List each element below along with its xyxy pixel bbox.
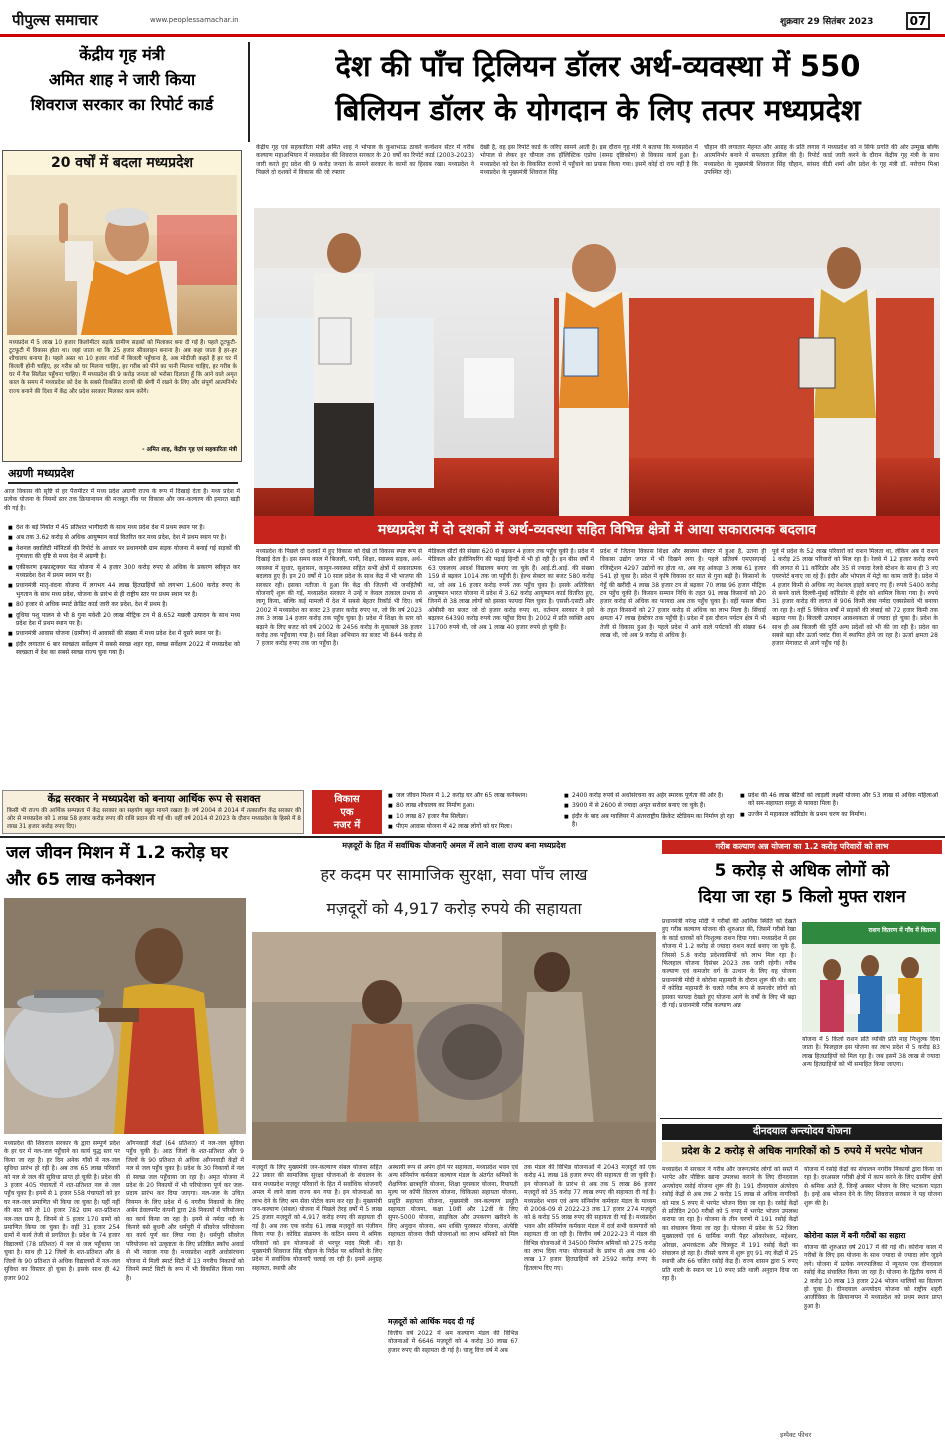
vikas-label-1: विकास [334,794,360,805]
main-headline-line1: देश की पाँच ट्रिलियन डॉलर अर्थ-व्यवस्था में 550 [335,49,861,83]
ration-headline-1: 5 करोड़ से अधिक लोगों को [714,861,890,881]
masthead-date: शुक्रवार 29 सितंबर 2023 [780,17,874,27]
amit-shah-photo [7,175,237,335]
list-item: ■ अब तक 3.62 करोड़ से अधिक आयुष्मान कार्ड वितरित कर मध्य प्रदेश, देश में प्रथम स्थान पर है। [8,534,240,542]
labour-column-3: तक मंडल की विभिन्न योजनाओं में 2043 मज़दूरों को एक करोड़ 41 लाख 18 हजार रुपए की सहायता दी जा चुकी है। इन योजनाओं के प्रारंभ से अब तक 5 लाख 86 हजार मज़दूरों को 35 करोड़ 77 लाख रुपए की सहायता दी गई है। मध्यप्रदेश भवन एवं अन्य संनिर्माण कर्मकार मंडल के माध्यम से 2008-09 से 2022-23 तक 17 हजार 274 मज़दूरों को 8 करोड़ 55 लाख रुपए की सहायता दी गई है। मध्यप्रदेश भवन और संनिर्माण कर्मकार मंडल में दर्ज सभी कामगारों को सहायता दी जा रही है। वित्तीय वर्ष 2022-23 में मंडल की विभिन्न योजनाओं में 34500 निर्माण श्रमिकों को 275 करोड़ का लाभ दिया गया। योजनाओं के प्रारंभ से अब तक 40 लाख 17 हजार हितग्राहियों को 2592 करोड़ रुपए के हितलाभ दिए गए। [524,1164,656,1272]
vikas-label-box [312,790,382,834]
page-number: 07 [906,12,930,30]
deen-headline: प्रदेश के 2 करोड़ से अधिक नागरिकों को 5 रुपये में भरपेट भोजन [662,1142,942,1162]
body-column-2: मेडिकल सीटों की संख्या 620 से बढ़कर 4 हजार तक पहुँच चुकी है। प्रदेश में मेडिकल और इंजीनियरिंग की पढ़ाई हिन्दी में भी हो रही है। इन बीस वर्षों में 63 एकलव्य आदर्श विद्यालय बनाए जा चुके हैं। आई.टी.आई. की संख्या 159 से बढ़कर 1014 तक जा पहुँची है। हेल्थ सेक्टर का बजट 580 करोड़ था, जो अब 16 हजार करोड़ रुपये तक पहुँच चुका है। इसके अतिरिक्त आयुष्मान भारत योजना में प्रदेश में 3.62 करोड़ आयुष्मान कार्ड वितरित हुए, जिनमें से 38 लाख लोगों को इसका फायदा मिल चुका है। एससी-एसटी और ओबीसी का बजट जो दो हजार करोड़ रुपए था, वर्तमान सरकार ने इसे बढ़ाकर 64390 करोड़ रुपये तक पहुँचा दिया है। 2002 में प्रति व्यक्ति आय 11700 रुपये थी, जो अब 1 लाख 40 हजार रुपये हो चुकी है। [428,548,594,631]
section-banner [254,516,940,544]
list-item: ■ पीएम आवास योजना में 42 लाख लोगों को घर मिला। [388,823,558,831]
labour-column-2b: वित्तीय वर्ष 2022 में श्रम कल्याण मंडल की विभिन्न योजनाओं में 6646 मज़दूरों को 4 करोड़ 30 लाख 67 हजार रुपए की सहायता दी गई है। चालू वित्त वर्ष में अब [388,1330,518,1354]
deen-column-2: योजना में रसोई केंद्रों का संचालन नगरीय निकायों द्वारा किया जा रहा है। दरअसल गरीबी क्षेत्रों में काम करने के लिए ग्रामीण क्षेत्रों से श्रमिक आते हैं, जिन्हें अक्सर भोजन के लिए भटकना पड़ता है। इन्हें अब भोजन देने के लिए शिवराज सरकार ने यह योजना शुरू की है। [804,1166,942,1207]
labour-column-2: अस्थायी रूप से अपंग होने पर सहायता, मध्यप्रदेश भवन एवं अन्य संनिर्माण कर्मकार कल्याण मंडल के अंतर्गत श्रमिकों के शैक्षणिक छात्रवृत्ति योजना, शिक्षा पुरस्कार योजना, रियायती मूल्य पर कॉपी वितरण योजना, चिकित्सा सहायता योजना, प्रसूति सहायता योजना, मुख्यमंत्री जन-कल्याण प्रसूति सहायता योजना, कक्षा 10वीं और 12वीं के लिए सुपर-5000 योजना, साइकिल और उपकरण खरीदने के लिए अनुदान योजना, श्रम शक्ति पुरस्कार योजना, अंत्येष्टि सहायता योजना जैसी योजनाओं का लाभ श्रमिकों को मिल रहा है। [388,1164,518,1247]
list-item: ■ इंदौर के बाद अब ग्वालियर में अंतरराष्ट्रीय क्रिकेट स्टेडियम का निर्माण हो रहा है। [564,813,734,830]
central-support-body: किसी भी राज्य की आर्थिक सम्पन्नता में केंद्र सरकार का सहयोग बहुत मायने रखता है। वर्ष 2004 से 2014 में तत्कालीन केंद्र सरकार की ओर से मध्यप्रदेश को 1 लाख 58 हजार करोड़ रुपए की राशि प्रदान की गई थी। वहीं वर्ष 2014 से 2023 के दौरान मध्यप्रदेश के हिस्से में 8 लाख 31 हजार करोड़ रुपए दिए। [7,808,301,830]
labour-headline-1: हर कदम पर सामाजिक सुरक्षा, सवा पाँच लाख [320,865,588,884]
list-item: ■ उज्जैन में महाकाल कॉरिडोर के प्रथम चरण का निर्माण। [740,811,938,819]
ration-distribution-photo [802,922,940,1032]
deen-column-2b: योजना की शुरुआत वर्ष 2017 में की गई थी। कोरोना काल में गरीबों के लिए इस योजना के साथ ज्यादा से ज्यादा लोग जुड़ने लगे। योजना में प्रत्येक नगरपालिका में न्यूनतम एक दीनदयाल रसोई केंद्र संचालित किया जा रहा है। योजना के द्वितीय चरण में 2 करोड़ 10 लाख 13 हजार 224 भोजन थालियों का वितरण हो चुका है। दीनदयाल अन्त्योदय योजना को राष्ट्रीय शहरी आजीविका के क्रियान्वयन में मध्यप्रदेश को प्रथम स्थान प्राप्त हुआ है। [804,1244,942,1310]
list-item: ■ प्रधानमंत्री मातृ-वंदना योजना में लगभग 44 लाख हितग्राहियों को लगभग 1,600 करोड़ रुपए के भुगतान के साथ मध्य प्रदेश, योजना के प्रारंभ से ही राष्ट्रीय स्तर पर प्रथम स्थान पर है। [8,582,240,599]
labour-headline-2: मज़दूरों को 4,917 करोड़ रुपये की सहायता [326,899,582,918]
masthead [0,0,945,38]
vertical-divider [248,42,250,142]
woman-water-tap-photo [4,898,246,1134]
agrani-section [2,466,242,786]
body-column-3: प्रदेश में जितना विकास शिक्षा और स्वास्थ्य सेक्टर में हुआ है, उतना ही विकास उद्योग जगत में भी दिखने लगा है। पहले प्रतिवर्ष एमएसएमई रजिस्ट्रेशन 4297 उद्योगों का होता था, अब यह आंकड़ा 3 लाख 61 हजार 541 हो चुका है। प्रदेश में कृषि विकास दर सात से गुना बढ़ी है। किसानों के गेहूँ की खरीदी 4 लाख 38 हजार टन से बढ़कर 70 लाख 96 हजार मीट्रिक टन पहुँच चुकी है। किसान सम्मान निधि के तहत 91 लाख किसानों को 20 हजार करोड़ से अधिक का फायदा अब तक पहुँच चुका है। वहीं फसल बीमा के तहत किसानों को 27 हजार करोड़ से अधिक का लाभ मिला है। सिंचाई क्षमता 47 लाख हेक्टेयर तक पहुँची है। प्रदेश में इस दौरान पर्यटन क्षेत्र में भी तेजी से विकास हुआ है। पहले प्रदेश में आने वाले पर्यटकों की संख्या 64 लाख थी, जो अब 9 करोड़ से अधिक है। [600,548,766,640]
deendayal-section [660,1122,942,1412]
labour-column-1: मज़दूरों के लिए मुख्यमंत्री जन-कल्याण संबल योजना सहित 22 प्रकार की सामाजिक सुरक्षा योजनाओं के संचालन के साथ मध्यप्रदेश मज़दूर परिवारों के हित में सर्वाधिक योजनाएँ अमल में लाने वाला राज्य बन गया है। इन योजनाओं का लाभ देने के लिए श्रम सेवा पोर्टल काम कर रहा है। मुख्यमंत्री जन-कल्याण (संबल) योजना में पिछले तेरह वर्षों में 5 लाख 25 हजार मज़दूरों को 4,917 करोड़ रुपए की सहायता दी गई है। अब तक एक करोड़ 61 लाख मज़दूरों का पंजीयन किया गया है। कोविड संक्रमण के कठिन समय में श्रमिक परिवारों को इन योजनाओं से भरपूर मदद मिली थी। मुख्यमंत्री शिवराज सिंह चौहान के निर्देश पर श्रमिकों के लिए प्रदेश में सर्वाधिक योजनाएँ चलाई जा रही हैं। इनमें अनुग्रह सहायता, स्थायी और [252,1164,382,1272]
list-item: ■ एकीकरण इन्फ्रास्ट्रक्चर फंड योजना में 4 हजार 300 करोड़ रुपए से अधिक के प्रकरण स्वीकृत कर मध्यप्रदेश देश में प्रथम स्थान पर है। [8,564,240,581]
jal-headline: जल जीवन मिशन में 1.2 करोड़ घर और 65 लाख कनेक्शन [6,843,228,890]
deen-column-1: मध्यप्रदेश में सरकार ने गरीब और जरूरतमंद लोगों को सस्ते में भरपेट और पौष्टिक खाना उपलब्ध कराने के लिए दीनदयाल अन्त्योदय रसोई योजना शुरू की है। 191 दीनदयाल अंत्योदय रसोई केंद्रों से अब तक 2 करोड़ 15 लाख से अधिक नागरिकों को मात्र 5 रुपए में भरपेट भोजन दिया जा रहा है। रसोई केंद्रों से प्रतिदिन 200 गरीबों को 5 रुपए में भरपेट भोजन उपलब्ध कराया जा रहा है। योजना के तीन चरणों में 191 रसोई केंद्रों का संचालन किया जा रहा है। योजना में प्रदेश के 52 जिला मुख्यालयों एवं 6 धार्मिक नगरी पैहर ओंकारेश्वर, महेश्वर, ओरछा, अमरकंटक और चित्रकूट में 191 रसोई केंद्रों का संचालन हो रहा है। तीसरे चरण में शुरू हुए 91 नए केंद्रों में 25 स्थायी और 66 चलित रसोई केंद्र हैं। राज्य शासन द्वारा 5 रुपए प्रति थाली के स्थान पर 10 रुपए प्रति थाली अनुदान दिया जा रहा है। [662,1166,798,1283]
masthead-brand: पीपुल्स समाचार [12,11,98,29]
central-support-box [2,790,304,834]
box-20-body: मध्यप्रदेश में 5 लाख 10 हजार किलोमीटर सड़कें ग्रामीण सड़कों को मिलाकर बना दी गई हैं। पहले टूटफूटी-टूटफूटी में विकास होता था। जहां जाता था कि 25 हजार सीवलाइन बनाना है। अब कहा जाता है हर-हर शौचालय बनाया है। पहले अस्त था 10 हजार गांवों में बिजली पहुँचाना है, अब मोदीजी कहते हैं हर घर में बिजली होनी चाहिए, हर गरीब को घर मिलना चाहिए, हर गरीब को पीने का पानी मिलना चाहिए, हर गरीब के घर में गैस सिलेंडर पहुँचना चाहिए। मैं मध्यप्रदेश की 9 करोड़ जनता को भरोसा दिलाता हूँ कि आने वाले अमृत काल के समय में मध्यप्रदेश को देश के सबसे विकसित राज्यों की श्रेणी में रखने के लिए और संपूर्ण आत्मनिर्भर राज्य बनाने की दिशा में केंद्र और प्रदेश सरकार मिलकर काम करेंगे। [9,340,237,395]
ration-right-text: योजना में 5 किलो राशन प्रति व्यक्ति प्रति माह निःशुल्क दिया जाता है। फिलहाल इस योजना का लाभ प्रदेश में 5 करोड़ 83 लाख हितग्राहियों को मिल रहा है। जब इसमें 38 लाख से ज्यादा अन्य हितग्राहियों को भी समाहित किया जाएगा। [802,1036,940,1069]
main-headline-line2: बिलियन डॉलर के योगदान के लिए तत्पर मध्यप्रदेश [335,93,861,127]
box-20-title: 20 वर्षों में बदला मध्यप्रदेश [50,155,194,171]
vikas-list-2 [564,792,734,834]
list-item: ■ देश के बड़े निर्यात में 45 प्रतिशत भागीदारी के साथ मध्य प्रदेश देश में प्रथम स्थान पर है। [8,524,240,532]
agrani-intro: आज विकास की सृष्टि से हर पैरामीटर में मध्य प्रदेश अग्रणी राज्य के रूप में दिखाई देता है। मध्य प्रदेश में प्रत्येक योजना के नियमों स्तर तक क्रियान्वयन की मजबूत नींव पर विकास और जन-कल्याण की इमारत खड़ी की गई है। [4,488,240,512]
box-20-years [2,150,242,462]
construction-workers-photo [252,932,656,1160]
intro-column-2: देखी है, वह इस रिपोर्ट कार्ड के जरिए सामने आती है। इस दौरान गृह मंत्री ने बताया कि मध्यप्रदेश में भोपाल से लेकर हर चौपाल तक हॉलिस्टिक एप्रोच (समग्र दृष्टिकोण) से विकास कार्य हुआ है। मध्यप्रदेश को देश के विकसित राज्यों में पहुँचाने का प्रयास किया गया। इसमें कोई दो राय नहीं है कि मध्यप्रदेश के मुख्यमंत्री शिवराज सिंह [480,144,698,177]
jal-column-2: आँगनवाड़ी केंद्रों (64 प्रतिशत) में नल-जल सुविधा पहुँच चुकी है। आठ जिलों के शत-प्रतिशत और 9 जिलों के 90 प्रतिशत से अधिक आँगनवाड़ी केंद्रों में नल से जल पहुँच चुका है। प्रदेश के 30 निकायों में नल से स्वच्छ जल पहुँचाया जा रहा है। अमृत योजना में प्रदेश के 20 निकायों में भी परियोजना पूर्ण कर जल-प्रदाय प्रारंभ कर दिया जाएगा। नल-जल के उचित नियमन के लिए प्रदेश में 6 नगरीय निकायों के लिए अर्बन डेवलपमेंट कंपनी द्वारा 28 निकायों में परियोजना का कार्य किया जा रहा है। इनमें से नर्मदा नदी के किनारे बसे बुधनी और धर्मपुरी में सीवरेज परियोजना का कार्य पूर्ण कर लिया गया है। धर्मपुरी सीवरेज परियोजना को उत्कृष्टता के लिए प्रतिष्ठित स्कॉच अवार्ड से भी नवाजा गया है। मध्यप्रदेश शहरी अधोसंरचना योजना में मिली स्मार्ट सिटी में 13 नगरीय निकायों को जिनमें स्मार्ट सिटी के रूप में भी विकसित किया गया है। [126,1140,244,1282]
labour-kicker: मज़दूरों के हित में सर्वाधिक योजनाएँ अमल में लाने वाला राज्य बना मध्यप्रदेश [342,841,566,850]
deen-subhead: कोरोना काल में बनी गरीबों का सहारा [804,1231,906,1240]
labour-section [252,840,656,1410]
agrani-title: अग्रणी मध्यप्रदेश [8,466,238,484]
list-item: ■ जल जीवन मिशन में 1.2 करोड़ घर और 65 लाख कनेक्शन। [388,792,558,800]
list-item: ■ प्रधानमंत्री आवास योजना (ग्रामीण) में आवासों की संख्या में मध्य प्रदेश देश में दूसरे स्थान पर है। [8,630,240,638]
list-item: ■ 2400 करोड़ रुपये से अधोसंरचना का अहेर स्मारक पूर्णता की ओर है। [564,792,734,800]
list-item: ■ 80 लाख शौचालय का निर्माण हुआ। [388,802,558,810]
list-item: ■ 10 लाख 87 हजार गैस सिलेंडर। [388,813,558,821]
deen-kicker: दीनदयाल अन्त्योदय योजना [662,1124,942,1140]
main-headline [258,44,938,144]
box-20-signature: - अमित शाह, केंद्रीय गृह एवं सहकारिता मंत्री [142,447,237,453]
list-item: ■ इंदौर लगातार 6 बार स्वच्छता सर्वेक्षण में सबसे स्वच्छ शहर रहा, स्वच्छ सर्वेक्षण 2022 में मध्यप्रदेश को स्वच्छता में देश का सबसे स्वच्छ राज्य चुना गया है। [8,641,240,658]
left-top-line2: अमित शाह ने जारी किया [48,70,196,89]
ration-headline-2: दिया जा रहा 5 किलो मुफ्त राशन [698,887,906,907]
list-item: ■ नेशनल क्वालिटी मॉनिटर्स की रिपोर्ट के आधार पर प्रधानमंत्री ग्राम सड़क योजना में बनाई गई सड़कों की गुणवत्ता की दृष्टि से मध्य देश में अग्रणी है। [8,545,240,562]
intro-column-1: केंद्रीय गृह एवं सहकारिता मंत्री अमित शाह ने भोपाल के कुशाभाऊ ठाकरे कन्वेंशन सेंटर में गरीब कल्याण महाअभियान में मध्यप्रदेश की शिवराज सरकार के 20 वर्षों का रिपोर्ट कार्ड (2003-2023) जारी करते हुए प्रदेश की 9 करोड़ जनता के सामने सरकार के कामों का हिसाब रखा। मध्यप्रदेश ने पिछले दो दशकों में विकास की जो रफ्तार [256,144,474,177]
agrani-list [8,524,240,786]
intro-column-3: चौहान की लगातार मेहनत और आग्रह के प्रति लगाव ने मध्यप्रदेश को न सिर्फ प्रगति की ओर उन्मुख बल्कि आत्मनिर्भर बनाने में सफलता हासिल की है। रिपोर्ट कार्ड जारी करने के दौरान केंद्रीय गृह मंत्री के साथ मध्यप्रदेश के मुख्यमंत्री शिवराज सिंह चौहान, सांसद वीडी शर्मा और प्रदेश के गृह मंत्री डॉ. नरोत्तम मिश्रा उपस्थित रहे। [704,144,939,177]
left-top-line3: शिवराज सरकार का रिपोर्ट कार्ड [30,95,214,114]
jal-column-1: मध्यप्रदेश की शिवराज सरकार के द्वारा सम्पूर्ण प्रदेश के हर घर में नल-जल पहुँचाने का कार्य युद्ध स्तर पर किया जा रहा है। हर दिन अनेक गाँवों में नल-जल सुविधा प्रारंभ हो रही है। अब तक 65 लाख परिवारों को नल से जल की सुविधा प्राप्त हो चुकी है। प्रदेश की 3 हजार 405 पंचायतों में शत-प्रतिशत नल से जल पहुँच चुका है। इनमें से 1 हजार 558 पंचायतों को हर घर नल-जल प्रमाणित भी किया जा चुका है। यहीं नहीं की बात करें तो 10 हजार 782 ग्राम शत-प्रतिशत नल-जल ग्राम हैं, जिनमें से 5 हजार 170 ग्रामों को प्रमाणित किया जा चुका है। वहीं 31 हजार 254 ग्रामों में कार्य तेजी से प्रगतिरत है। प्रदेश के 74 हजार विद्यालयों (78 प्रतिशत) में नल से जल पहुँचाया जा चुका है। साथ ही 12 जिलों के शत-प्रतिशत और 8 जिलों के 90 प्रतिशत से अधिक विद्यालयों में नल-जल सुविधा का विस्तार हो चुका है। इसके साथ ही 42 हजार 902 [4,1140,120,1282]
list-item: ■ प्रदेश की 46 लाख बेटियों को लाड़ली लक्ष्मी योजना और 53 लाख से अधिक महिलाओं को सम-सहायता समूह से फायदा मिला है। [740,792,938,809]
list-item: ■ 80 हजार से अधिक स्मार्ट क्रेडिट कार्ड जारी कर प्रदेश, देश में प्रथम है। [8,601,240,609]
list-item: ■ 3900 में से 2600 से ज्यादा अमृत सरोवर बनाए जा चुके हैं। [564,802,734,810]
main-event-photo [254,208,940,516]
jal-jivan-section [2,840,248,1410]
central-support-title: केंद्र सरकार ने मध्यप्रदेश को बनाया आर्थिक रूप से सशक्त [47,794,261,805]
vikas-list-3 [740,792,938,834]
footer-impact-feature: इम्पैक्ट फीचर [780,1431,812,1439]
banner-text: मध्यप्रदेश में दो दशकों में अर्थ-व्यवस्था सहित विभिन्न क्षेत्रों में आया सकारात्मक बदलाव [378,522,816,538]
list-item: ■ दूधिया पशु पालन से भी 8 गुना मवेशी 20 लाख मीट्रिक टन में 8.652 मछली उत्पादन के साथ मध्य प्रदेश देश में प्रथम स्थान पर है। [8,612,240,629]
ration-photo-caption: राशन वितरण में गाँव में वितरण [868,927,936,934]
labour-subhead: मज़दूरों को आर्थिक मदद दी गई [388,1317,475,1326]
ration-kicker: गरीब कल्याण अन्न योजना का 1.2 करोड़ परिवारों को लाभ [662,840,942,854]
masthead-url: www.peoplessamachar.in [150,16,239,24]
masthead-rule [0,34,945,37]
body-column-1: मध्यप्रदेश के पिछले दो दशकों में हुए विकास को देखें तो विकास स्पष्ट रूप से दिखाई देता है। इस समय काल में बिजली, पानी, शिक्षा, स्वास्थ्य सड़क, अर्थ-व्यवस्था में सुधार, सुशासन, कानून-व्यवस्था सहित सभी क्षेत्रों में सकारात्मक बदलाव हुए हैं। इन 20 वर्षों में 10 साल प्रदेश के साथ केंद्र में भी भाजपा की सरकार रही। इसका नतीजा ये हुआ कि केंद्र की जितनी भी जनहितैषी योजनाएँ शुरू की गईं, मध्यप्रदेश सरकार ने उन्हें न केवल तत्काल प्रभाव से लागू किया, बल्कि कई मामलों में देश में सबसे बेहतर रिकॉर्ड भी दिए। वर्ष 2002 में मध्यप्रदेश का बजट 23 हजार करोड़ रुपए था, जो कि वर्ष 2023 तक 3 लाख 14 हजार करोड़ तक पहुँच चुका है। प्रदेश में शिक्षा के स्तर को बढ़ाने के लिए बजट को वर्ष 2002 के 2456 करोड़ के मुकाबले 38 हजार करोड़ तक पहुँचाया गया है। सर्व शिक्षा अभियान का बजट भी 844 करोड़ से 7 हजार करोड़ रुपए तक जा पहुँचा है। [256,548,422,648]
left-top-headline [2,42,242,142]
ration-body: प्रधानमंत्री नरेन्द्र मोदी ने गरीबों की आर्थिक स्थिति को देखते हुए गरीब कल्याण योजना की शुरुआत की, जिसमें गरीबों रेखा के कार्ड धारकों को निःशुल्क राशन दिया गया। मध्यप्रदेश में इस योजना में 1.2 करोड़ से ज्यादा राशन कार्ड बनाए जा चुके हैं, जिससे 5.8 करोड़ प्रदेशवासियों को लाभ मिल रहा है। फिलहाल योजना दिसंबर 2023 तक जारी रहेगी। गरीब कल्याण एवं कमजोर वर्ग के उत्थान के लिए यह योजना प्रधानमंत्री मोदी ने कोरोना महामारी के दौरान शुरू की थी। बाद में कोविड महामारी के चलते गरीब रूप से कमजोर लोगों को इसका फायदा देखते हुए योजना आगे के वर्षों के लिए भी बढ़ा दी गई। प्रधानमंत्री गरीब कल्याण अन्न [662,918,796,1010]
left-top-line1: केंद्रीय गृह मंत्री [79,45,165,64]
body-column-4: पूर्व में प्रदेश के 52 लाख परिवारों को राशन मिलता था, लेकिन अब ये राशन 1 करोड़ 25 लाख परिवारों को मिल रहा है। रेलवे में 12 हजार करोड़ रुपये की लागत से 11 कॉरिडोर और 35 से ज्यादा रेलवे स्टेशन के साथ ही 3 नए एयरपोर्ट बनाए जा रहे हैं। इंदौर और भोपाल में मेट्रो का काम जारी है। प्रदेश में 4 हजार किमी से अधिक नए नेशनल हाइवे बनाए गए हैं। रुपये 5400 करोड़ से बनने वाले दिल्ली-मुंबई कॉरिडोर में इंदौर को शामिल किया गया है। रुपये 31 हजार करोड़ की लागत से 906 किमी लंबा नर्मदा एक्सप्रेसवे भी बनाया जा रहा है। वहीं 5 लिंकेज वर्षों में सड़कों की लंबाई को 72 हजार किमी तक बढ़ाया गया है। बिजली उत्पादन आवश्यकता से ज्यादा हो चुका है। प्रदेश के साथ ही अब बिजली की पूर्ति अन्य प्रदेशों को भी की जा रही है। प्रदेश का सबसे बड़ा सौर ऊर्जा प्लांट रीवा में स्थापित होने जा रहा है। ऊर्जा क्षमता 28 हजार मेगावाट से आगे पहुँच गई है। [772,548,938,648]
ration-divider [660,1118,942,1119]
vikas-list-1 [388,792,558,834]
vikas-label-3: नजर में [333,820,361,831]
vikas-label-2: एक [340,807,354,818]
